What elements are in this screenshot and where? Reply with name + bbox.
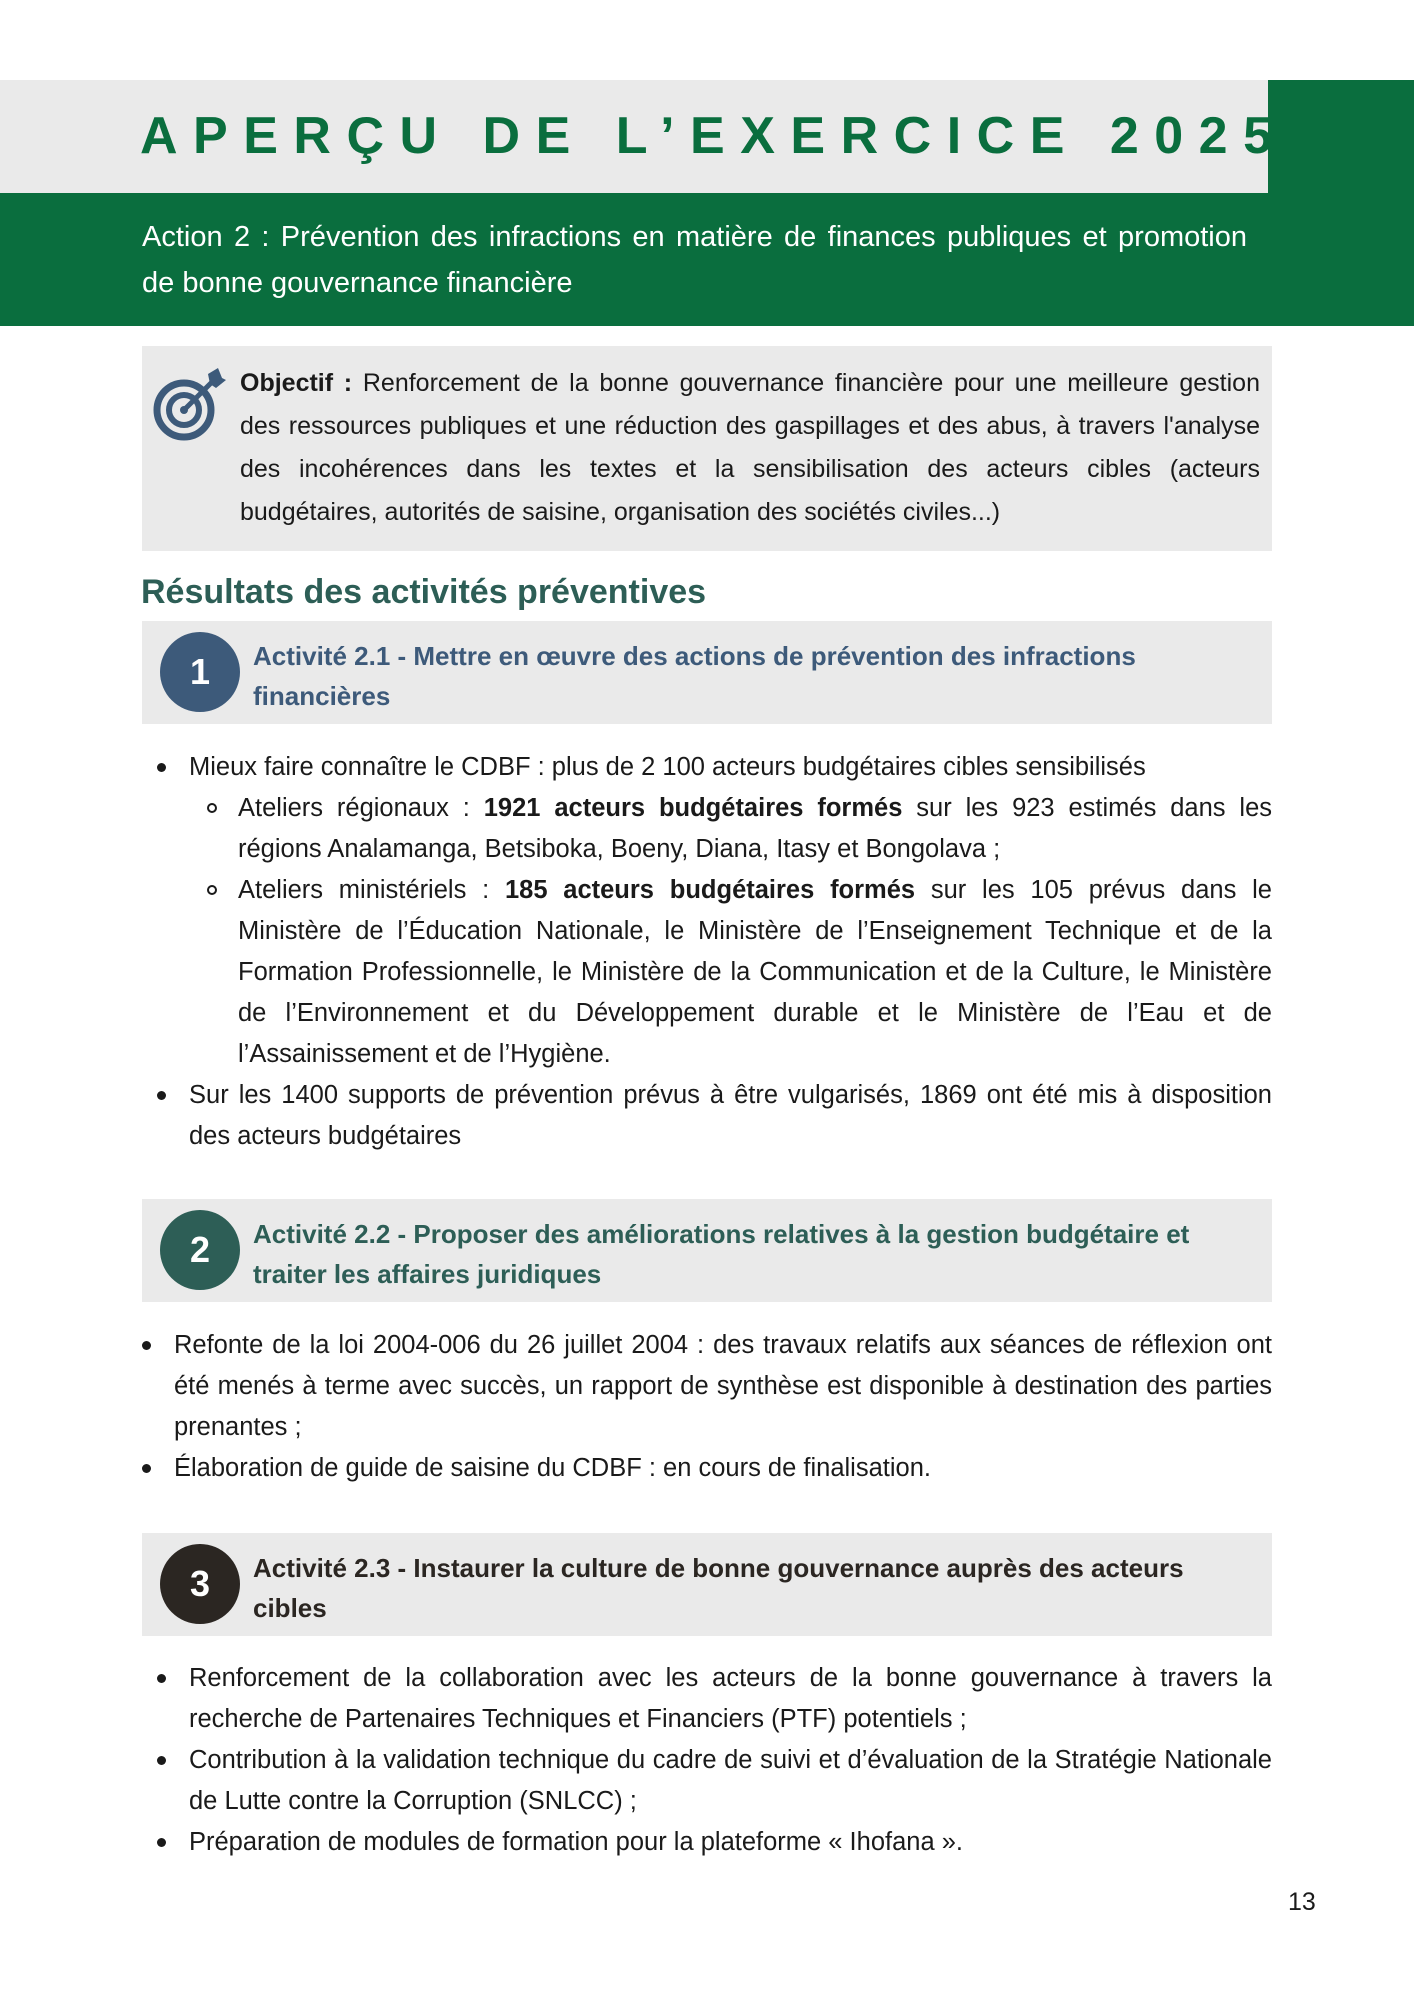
activity-number-badge: 3 — [160, 1544, 240, 1624]
section-heading: Résultats des activités préventives — [141, 573, 707, 611]
bullet-icon — [157, 763, 166, 772]
bullet-icon — [142, 1464, 151, 1473]
list-item-text: Renforcement de la collaboration avec les acteurs de la bonne gouvernance à travers la recherche de Partenaires Techniques et Financiers (PTF) potentiels ; — [189, 1664, 1272, 1733]
bullet-icon — [157, 1756, 166, 1765]
objective-description: Renforcement de la bonne gouvernance financière pour une meilleure gestion des ressources publiques et une réduction des gaspillages et des abus, à travers l'analyse des incohérences dans les textes et la sensibilisation des acteurs cibles (acteurs budgétaires, autorités de saisine, organisation des sociétés civiles...) — [240, 369, 1260, 526]
bullet-icon — [157, 1674, 166, 1683]
list-item-text: Mieux faire connaître le CDBF : plus de 2 100 acteurs budgétaires cibles sensibilisés — [189, 753, 1146, 781]
activity-2-1-list — [157, 747, 1272, 1157]
sub-item-highlight: 1921 acteurs budgétaires formés — [483, 794, 903, 822]
list-item — [157, 1075, 1272, 1157]
action-title: Action 2 : Prévention des infractions en matière de finances publiques et promotion de bonne gouvernance financière — [142, 221, 1247, 299]
circle-bullet-icon — [207, 885, 217, 895]
list-item-text: Élaboration de guide de saisine du CDBF : en cours de finalisation. — [174, 1454, 931, 1482]
bullet-icon — [157, 1838, 166, 1847]
list-item — [142, 1325, 1272, 1448]
sub-item-prefix: Ateliers régionaux : — [238, 794, 484, 822]
activity-2-3-list — [157, 1658, 1272, 1863]
target-arrow-icon — [152, 366, 228, 442]
list-item-text: Préparation de modules de formation pour la plateforme « Ihofana ». — [189, 1828, 963, 1856]
list-item — [157, 1822, 1272, 1863]
sub-item-prefix: Ateliers ministériels : — [238, 876, 505, 904]
activity-2-2-list — [142, 1325, 1272, 1489]
sub-item-highlight: 185 acteurs budgétaires formés — [504, 876, 916, 904]
page-title: APERÇU DE L’EXERCICE 2025 — [140, 107, 1288, 165]
objective-text — [240, 362, 1260, 534]
sub-item-suffix: sur les 923 estimés dans les régions Analamanga, Betsiboka, Boeny, Diana, Itasy et Bongolava ; — [238, 794, 1272, 863]
sub-item-suffix: sur les 105 prévus dans le Ministère de l’Éducation Nationale, le Ministère de l’Enseignement Technique et de la Formation Professionnelle, le Ministère de la Communication et de la Culture, le Ministère de l’Environnement et du Développement durable et le Ministère de l’Eau et de l’Assainissement et de l’Hygiène. — [238, 876, 1272, 1068]
activity-number-badge: 2 — [160, 1210, 240, 1290]
circle-bullet-icon — [207, 803, 217, 813]
bullet-icon — [142, 1341, 151, 1350]
list-item — [157, 1658, 1272, 1740]
page-number: 13 — [1288, 1888, 1316, 1916]
bullet-icon — [157, 1091, 166, 1100]
objective-label: Objectif : — [240, 369, 353, 397]
list-item-text: Refonte de la loi 2004-006 du 26 juillet 2004 : des travaux relatifs aux séances de réflexion ont été menés à terme avec succès, un rapport de synthèse est disponible à destination des parties prenantes ; — [174, 1331, 1272, 1441]
title-accent-block — [1268, 80, 1414, 193]
list-item-text: Sur les 1400 supports de prévention prévus à être vulgarisés, 1869 ont été mis à disposition des acteurs budgétaires — [189, 1081, 1272, 1150]
list-item — [157, 747, 1272, 788]
list-item — [142, 1448, 1272, 1489]
activity-number-badge: 1 — [160, 632, 240, 712]
sub-list-item — [157, 788, 1272, 870]
list-item — [157, 1740, 1272, 1822]
list-item-text: Contribution à la validation technique du cadre de suivi et d’évaluation de la Stratégie Nationale de Lutte contre la Corruption (SNLCC) ; — [189, 1746, 1272, 1815]
activity-title: Activité 2.2 - Proposer des améliorations relatives à la gestion budgétaire et traiter les affaires juridiques — [253, 1219, 1190, 1289]
activity-title: Activité 2.3 - Instaurer la culture de bonne gouvernance auprès des acteurs cibles — [253, 1553, 1184, 1623]
sub-list-item — [157, 870, 1272, 1075]
activity-title: Activité 2.1 - Mettre en œuvre des actions de prévention des infractions financières — [253, 641, 1136, 711]
